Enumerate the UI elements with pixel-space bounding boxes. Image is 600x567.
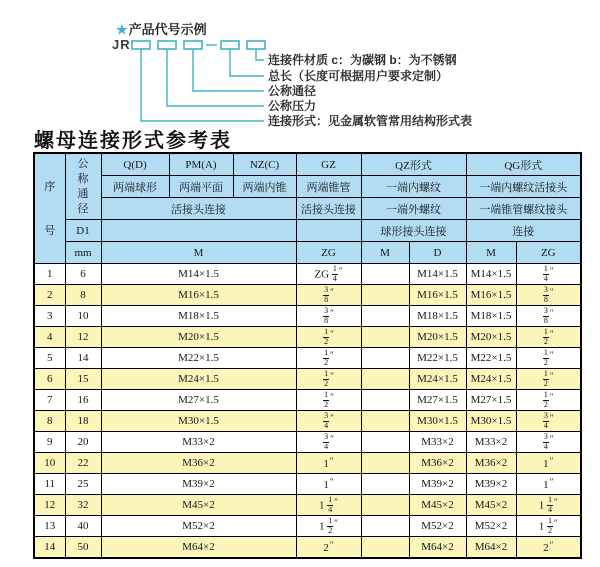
cell-m-qg: M39×2 bbox=[466, 474, 516, 495]
cell-dn: 50 bbox=[65, 537, 101, 559]
cell-d-qz: M27×1.5 bbox=[409, 390, 466, 411]
cell-m-qz bbox=[361, 348, 409, 369]
header-connect-qg: 连接 bbox=[466, 220, 581, 242]
cell-d-qz: M39×2 bbox=[409, 474, 466, 495]
cell-dn: 22 bbox=[65, 453, 101, 474]
star-icon: ★ bbox=[116, 22, 128, 37]
header-unit-m-qz: M bbox=[361, 242, 409, 264]
cell-seq: 7 bbox=[34, 390, 65, 411]
header-code-qd: Q(D) bbox=[101, 153, 169, 176]
cell-zg-gz: $\frac{3}{4}$ ″ bbox=[296, 411, 361, 432]
diagram-heading-text: 产品代号示例 bbox=[128, 22, 207, 37]
cell-m-left: M30×1.5 bbox=[101, 411, 296, 432]
code-box-4 bbox=[221, 41, 239, 49]
cell-zg-qg: $\frac{3}{4}$ ″ bbox=[516, 411, 581, 432]
header-ends-pma: 两端平面 bbox=[169, 176, 233, 198]
cell-seq: 4 bbox=[34, 327, 65, 348]
cell-m-qg: M18×1.5 bbox=[466, 306, 516, 327]
cell-m-qz bbox=[361, 453, 409, 474]
cell-zg-qg: $\frac{1}{2}$ ″ bbox=[516, 327, 581, 348]
cell-m-left: M33×2 bbox=[101, 432, 296, 453]
cell-zg-qg: $\frac{1}{2}$ ″ bbox=[516, 369, 581, 390]
header-code-qg: QG形式 bbox=[466, 153, 581, 176]
cell-zg-gz: $\frac{1}{2}$ ″ bbox=[296, 369, 361, 390]
cell-m-left: M20×1.5 bbox=[101, 327, 296, 348]
header-unit-zg-gz: ZG bbox=[296, 242, 361, 264]
code-prefix: JR bbox=[112, 37, 131, 52]
lead-line-connection bbox=[141, 49, 264, 121]
cell-m-left: M14×1.5 bbox=[101, 264, 296, 285]
header-nominal-diameter: 公称通径 bbox=[65, 153, 101, 220]
table-row bbox=[34, 537, 581, 559]
cell-zg-gz: $\frac{3}{4}$ ″ bbox=[296, 432, 361, 453]
header-union-left: 活接头连接 bbox=[101, 198, 296, 220]
cell-m-left: M45×2 bbox=[101, 495, 296, 516]
cell-zg-gz: $\frac{3}{8}$ ″ bbox=[296, 306, 361, 327]
cell-dn: 18 bbox=[65, 411, 101, 432]
cell-m-qg: M16×1.5 bbox=[466, 285, 516, 306]
cell-d-qz: M52×2 bbox=[409, 516, 466, 537]
cell-m-qg: M52×2 bbox=[466, 516, 516, 537]
header-seq: 序号 bbox=[34, 153, 65, 264]
cell-d-qz: M33×2 bbox=[409, 432, 466, 453]
cell-seq: 11 bbox=[34, 474, 65, 495]
header-unit-m-qg: M bbox=[466, 242, 516, 264]
table-row bbox=[34, 516, 581, 537]
cell-zg-gz: 1 $\frac{1}{2}$ ″ bbox=[296, 516, 361, 537]
cell-m-left: M52×2 bbox=[101, 516, 296, 537]
cell-dn: 8 bbox=[65, 285, 101, 306]
cell-zg-gz: 1 $\frac{1}{4}$ ″ bbox=[296, 495, 361, 516]
cell-d-qz: M16×1.5 bbox=[409, 285, 466, 306]
cell-m-qz bbox=[361, 264, 409, 285]
cell-dn: 14 bbox=[65, 348, 101, 369]
cell-seq: 10 bbox=[34, 453, 65, 474]
cell-m-qg: M30×1.5 bbox=[466, 411, 516, 432]
cell-m-qz bbox=[361, 306, 409, 327]
cell-m-qg: M20×1.5 bbox=[466, 327, 516, 348]
header-code-qz: QZ形式 bbox=[361, 153, 466, 176]
diagram-label: 连接件材质 c：为碳钢 b：为不锈钢 bbox=[268, 53, 457, 67]
cell-d-qz: M30×1.5 bbox=[409, 411, 466, 432]
header-code-pma: PM(A) bbox=[169, 153, 233, 176]
cell-m-qg: M27×1.5 bbox=[466, 390, 516, 411]
lead-line-length bbox=[230, 49, 264, 76]
cell-m-left: M64×2 bbox=[101, 537, 296, 559]
cell-seq: 6 bbox=[34, 369, 65, 390]
cell-m-qg: M24×1.5 bbox=[466, 369, 516, 390]
page-title: 螺母连接形式参考表 bbox=[34, 128, 232, 152]
table-row bbox=[34, 432, 581, 453]
cell-m-left: M24×1.5 bbox=[101, 369, 296, 390]
cell-d-qz: M18×1.5 bbox=[409, 306, 466, 327]
cell-d-qz: M20×1.5 bbox=[409, 327, 466, 348]
cell-seq: 3 bbox=[34, 306, 65, 327]
cell-m-qg: M36×2 bbox=[466, 453, 516, 474]
cell-zg-qg: $\frac{1}{4}$ ″ bbox=[516, 264, 581, 285]
cell-seq: 1 bbox=[34, 264, 65, 285]
cell-zg-gz: 2″ bbox=[296, 537, 361, 559]
header-ext-thread-qz: 一端外螺纹 bbox=[361, 198, 466, 220]
cell-zg-qg: $\frac{3}{4}$ ″ bbox=[516, 432, 581, 453]
cell-m-qg: M14×1.5 bbox=[466, 264, 516, 285]
table-body bbox=[34, 264, 581, 559]
table-row bbox=[34, 495, 581, 516]
lead-line-diameter bbox=[193, 49, 264, 91]
cell-zg-qg: 1 $\frac{1}{4}$ ″ bbox=[516, 495, 581, 516]
table-row bbox=[34, 453, 581, 474]
code-box-5 bbox=[247, 41, 265, 49]
cell-zg-qg: $\frac{1}{2}$ ″ bbox=[516, 348, 581, 369]
cell-m-qz bbox=[361, 411, 409, 432]
header-blank-gz bbox=[296, 220, 361, 242]
cell-zg-gz: 1″ bbox=[296, 453, 361, 474]
table-row bbox=[34, 285, 581, 306]
cell-dn: 6 bbox=[65, 264, 101, 285]
cell-seq: 9 bbox=[34, 432, 65, 453]
cell-m-qz bbox=[361, 495, 409, 516]
header-unit-d-qz: D bbox=[409, 242, 466, 264]
cell-m-qg: M22×1.5 bbox=[466, 348, 516, 369]
code-box-1 bbox=[132, 41, 150, 49]
cell-seq: 8 bbox=[34, 411, 65, 432]
cell-m-left: M18×1.5 bbox=[101, 306, 296, 327]
cell-m-qz bbox=[361, 516, 409, 537]
cell-dn: 15 bbox=[65, 369, 101, 390]
cell-dn: 25 bbox=[65, 474, 101, 495]
cell-m-qz bbox=[361, 474, 409, 495]
cell-zg-qg: 1″ bbox=[516, 453, 581, 474]
cell-zg-gz: ZG $\frac{1}{4}$ ″ bbox=[296, 264, 361, 285]
header-ends-nzc: 两端内锥 bbox=[233, 176, 296, 198]
cell-zg-qg: 2″ bbox=[516, 537, 581, 559]
cell-seq: 13 bbox=[34, 516, 65, 537]
code-box-2 bbox=[158, 41, 176, 49]
cell-zg-qg: 1″ bbox=[516, 474, 581, 495]
header-code-nzc: NZ(C) bbox=[233, 153, 296, 176]
diagram-label: 公称通径 bbox=[268, 84, 317, 98]
header-union-gz: 活接头连接 bbox=[296, 198, 361, 220]
cell-seq: 5 bbox=[34, 348, 65, 369]
table-row bbox=[34, 264, 581, 285]
cell-zg-qg: $\frac{3}{8}$ ″ bbox=[516, 285, 581, 306]
cell-m-qg: M33×2 bbox=[466, 432, 516, 453]
table-row bbox=[34, 390, 581, 411]
cell-m-qz bbox=[361, 369, 409, 390]
cell-m-qz bbox=[361, 537, 409, 559]
header-unit-m-left: M bbox=[101, 242, 296, 264]
table-row bbox=[34, 411, 581, 432]
cell-m-qz bbox=[361, 432, 409, 453]
table-row bbox=[34, 306, 581, 327]
header-blank-left bbox=[101, 220, 296, 242]
header-unit-zg-qg: ZG bbox=[516, 242, 581, 264]
diagram-label: 连接形式：见金属软管常用结构形式表 bbox=[268, 114, 473, 128]
product-code-diagram bbox=[0, 0, 600, 130]
table-row bbox=[34, 474, 581, 495]
header-ball-joint-qz: 球形接头连接 bbox=[361, 220, 466, 242]
cell-zg-gz: $\frac{1}{2}$ ″ bbox=[296, 390, 361, 411]
cell-d-qz: M22×1.5 bbox=[409, 348, 466, 369]
header-ends-qd: 两端球形 bbox=[101, 176, 169, 198]
table-row bbox=[34, 369, 581, 390]
cell-seq: 12 bbox=[34, 495, 65, 516]
cell-m-left: M16×1.5 bbox=[101, 285, 296, 306]
cell-zg-qg: $\frac{1}{2}$ ″ bbox=[516, 390, 581, 411]
cell-zg-gz: $\frac{1}{2}$ ″ bbox=[296, 327, 361, 348]
cell-m-qz bbox=[361, 285, 409, 306]
cell-d-qz: M64×2 bbox=[409, 537, 466, 559]
cell-zg-qg: $\frac{3}{8}$ ″ bbox=[516, 306, 581, 327]
diagram-label: 公称压力 bbox=[268, 99, 317, 113]
cell-d-qz: M36×2 bbox=[409, 453, 466, 474]
header-d1: D1 bbox=[65, 220, 101, 242]
header-mm: mm bbox=[65, 242, 101, 264]
lead-line-material bbox=[256, 49, 264, 60]
header-ends-qz: 一端内螺纹 bbox=[361, 176, 466, 198]
nut-connection-table bbox=[33, 152, 582, 559]
header-ends-qg: 一端内螺纹活接头 bbox=[466, 176, 581, 198]
cell-m-left: M27×1.5 bbox=[101, 390, 296, 411]
header-ends-gz: 两端锥管 bbox=[296, 176, 361, 198]
cell-m-left: M22×1.5 bbox=[101, 348, 296, 369]
cell-dn: 16 bbox=[65, 390, 101, 411]
cell-zg-gz: $\frac{1}{2}$ ″ bbox=[296, 348, 361, 369]
cell-zg-gz: 1″ bbox=[296, 474, 361, 495]
table-row bbox=[34, 348, 581, 369]
cell-seq: 2 bbox=[34, 285, 65, 306]
cell-d-qz: M14×1.5 bbox=[409, 264, 466, 285]
header-code-gz: GZ bbox=[296, 153, 361, 176]
table-row bbox=[34, 327, 581, 348]
cell-zg-qg: 1 $\frac{1}{2}$ ″ bbox=[516, 516, 581, 537]
cell-dn: 40 bbox=[65, 516, 101, 537]
table-header bbox=[34, 153, 581, 264]
cell-m-qg: M64×2 bbox=[466, 537, 516, 559]
cell-m-qg: M45×2 bbox=[466, 495, 516, 516]
cell-seq: 14 bbox=[34, 537, 65, 559]
cell-dn: 10 bbox=[65, 306, 101, 327]
cell-m-left: M36×2 bbox=[101, 453, 296, 474]
diagram-label: 总长（长度可根据用户要求定制） bbox=[268, 69, 449, 83]
cell-dn: 20 bbox=[65, 432, 101, 453]
cell-dn: 12 bbox=[65, 327, 101, 348]
cell-m-qz bbox=[361, 327, 409, 348]
cell-d-qz: M45×2 bbox=[409, 495, 466, 516]
cell-dn: 32 bbox=[65, 495, 101, 516]
cell-d-qz: M24×1.5 bbox=[409, 369, 466, 390]
cell-m-left: M39×2 bbox=[101, 474, 296, 495]
lead-line-pressure bbox=[167, 49, 264, 106]
cell-m-qz bbox=[361, 390, 409, 411]
header-taper-joint-qg: 一端锥管螺纹接头 bbox=[466, 198, 581, 220]
cell-zg-gz: $\frac{3}{8}$ ″ bbox=[296, 285, 361, 306]
code-box-3 bbox=[184, 41, 202, 49]
reference-table-wrap bbox=[33, 152, 582, 559]
diagram-heading bbox=[116, 19, 207, 38]
